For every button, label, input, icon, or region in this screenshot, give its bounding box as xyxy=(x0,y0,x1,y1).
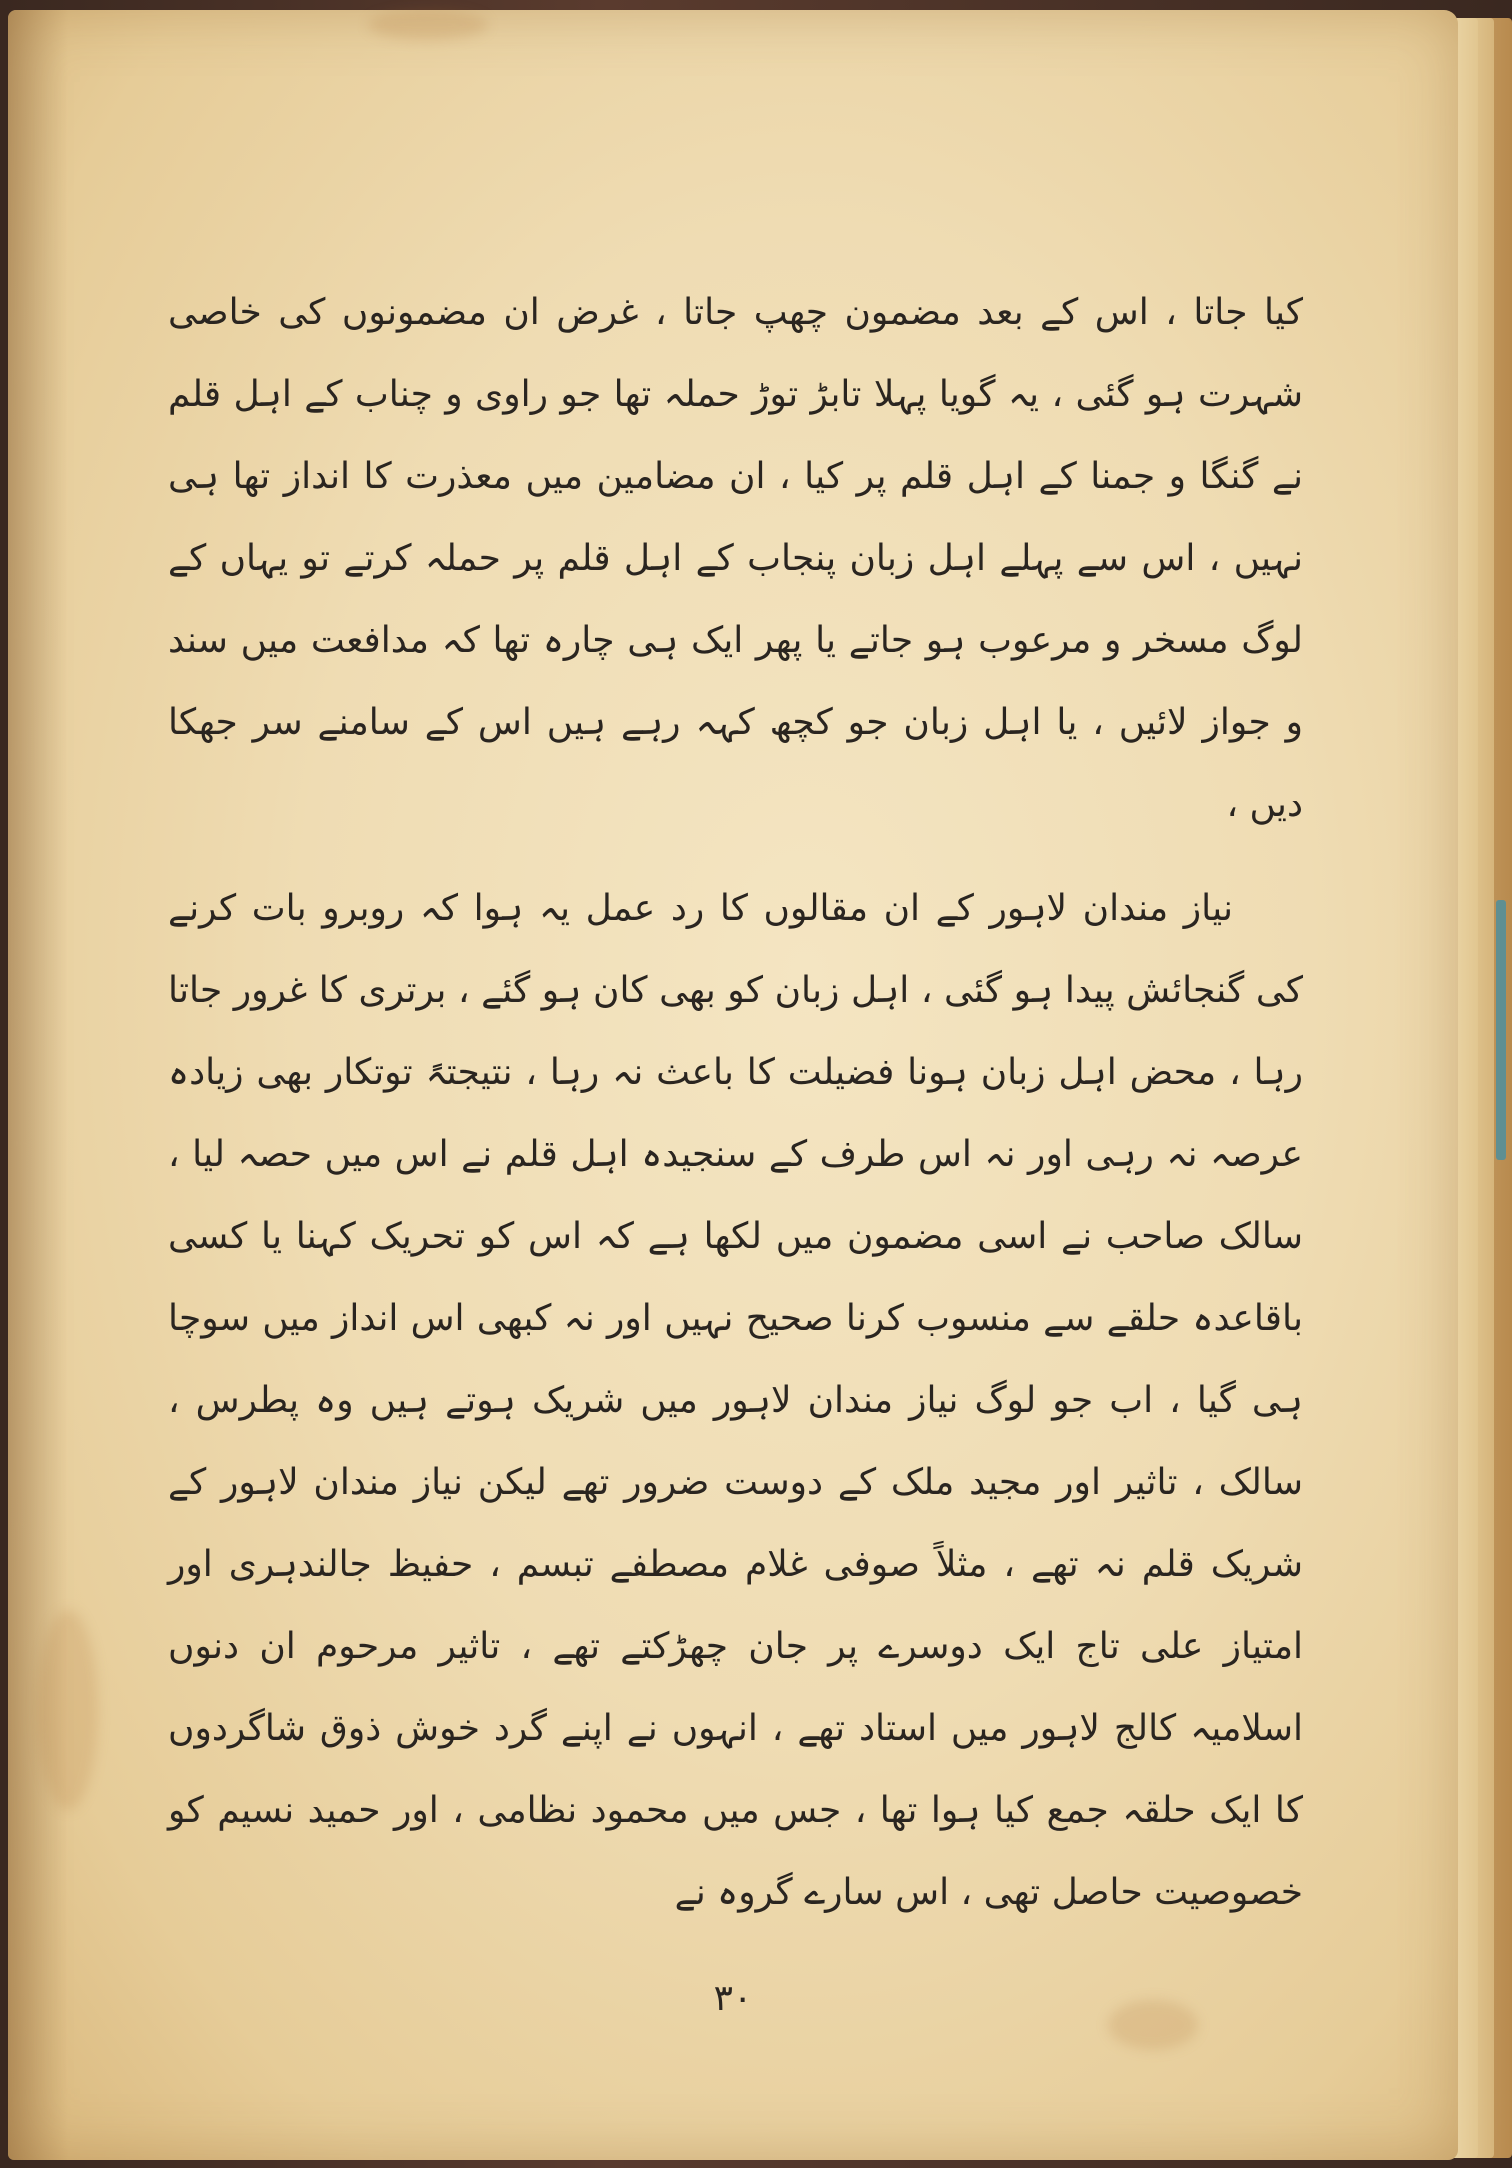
paper-stain xyxy=(368,10,488,40)
page-number: ۳۰ xyxy=(713,1978,753,2019)
paragraph: نیاز مندان لاہور کے ان مقالوں کا رد عمل یہ ہوا کہ روبرو بات کرنے کی گنجائش پیدا ہو گئی ، اہل زبان کو بھی کان ہو گئے ، برتری کا غرور جاتا رہا ، محض اہل زبان ہونا فضیلت کا باعث نہ رہا ، نتیجتہً توتکار بھی زیادہ عرصہ نہ رہی اور نہ اس طرف کے سنجیدہ اہل قلم نے اس میں حصہ لیا ، سالک صاحب نے اسی مضمون میں لکھا ہے کہ اس کو تحریک کہنا یا کسی باقاعدہ حلقے سے منسوب کرنا صحیح نہیں اور نہ کبھی اس انداز میں سوچا ہی گیا ، اب جو لوگ نیاز مندان لاہور میں شریک ہوتے ہیں وہ پطرس ، سالک ، تاثیر اور مجید ملک کے دوست ضرور تھے لیکن نیاز مندان لاہور کے شریک قلم نہ تھے ، مثلاً صوفی غلام مصطفے تبسم ، حفیظ جالندہری اور امتیاز علی تاج ایک دوسرے پر جان چھڑکتے تھے ، تاثیر مرحوم ان دنوں اسلامیہ کالج لاہور میں استاد تھے ، انہوں نے اپنے گرد خوش ذوق شاگردوں کا ایک حلقہ جمع کیا ہوا تھا ، جس میں محمود نظامی ، اور حمید نسیم کو خصوصیت حاصل تھی ، اس سارے گروہ نے xyxy=(168,888,1303,1913)
spine-shadow xyxy=(8,10,68,2160)
paragraph: کیا جاتا ، اس کے بعد مضمون چھپ جاتا ، غرض ان مضمونوں کی خاصی شہرت ہو گئی ، یہ گویا پہلا تابڑ توڑ حملہ تھا جو راوی و چناب کے اہل قلم نے گنگا و جمنا کے اہل قلم پر کیا ، ان مضامین میں معذرت کا انداز تھا ہی نہیں ، اس سے پہلے اہل زبان پنجاب کے اہل قلم پر حملہ کرتے تو یہاں کے لوگ مسخر و مرعوب ہو جاتے یا پھر ایک ہی چارہ تھا کہ مدافعت میں سند و جواز لائیں ، یا اہل زبان جو کچھ کہہ رہے ہیں اس کے سامنے سر جھکا دیں ، xyxy=(168,292,1303,825)
paper-sheet xyxy=(8,10,1458,2160)
body-text xyxy=(168,272,1303,1934)
paper-stain xyxy=(38,1610,98,1810)
cover-edge xyxy=(1496,900,1506,1160)
